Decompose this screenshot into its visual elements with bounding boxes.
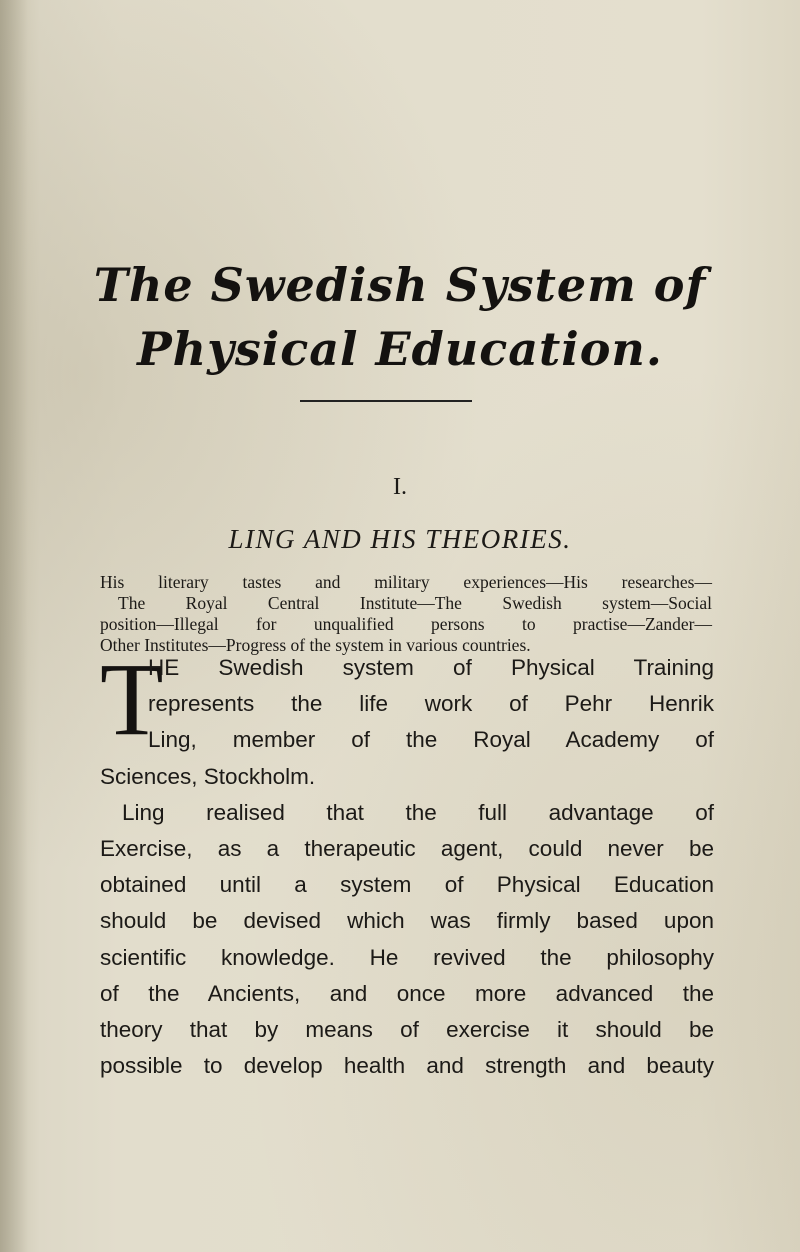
body-line: scientific knowledge. He revived the philosophy bbox=[100, 944, 714, 970]
summary-line: Other Institutes—Progress of the system in various countries. bbox=[100, 635, 531, 655]
body-line: represents the life work of Pehr Henrik bbox=[148, 691, 714, 717]
body-line: theory that by means of exercise it should be bbox=[100, 1017, 714, 1043]
body-line: Ling, member of the Royal Academy of bbox=[148, 727, 714, 753]
heading-line-2: Physical Education. bbox=[137, 322, 663, 376]
heading-divider bbox=[300, 400, 472, 402]
chapter-title: LING AND HIS THEORIES. bbox=[228, 524, 572, 554]
drop-cap: T bbox=[100, 642, 164, 757]
heading-line-1: The Swedish System of bbox=[93, 258, 707, 312]
chapter-summary bbox=[100, 572, 712, 656]
page-edge-shadow bbox=[0, 0, 28, 1252]
body-line: HE Swedish system of Physical Training bbox=[148, 655, 714, 680]
body-line: obtained until a system of Physical Education bbox=[100, 872, 714, 898]
body-line: Sciences, Stockholm. bbox=[100, 763, 316, 789]
summary-line: position—Illegal for unqualified persons to practise—Zander— bbox=[100, 614, 712, 634]
summary-line: The Royal Central Institute—The Swedish system—Social bbox=[118, 593, 712, 613]
chapter-numeral: I. bbox=[393, 474, 407, 500]
body-line: Exercise, as a therapeutic agent, could never be bbox=[100, 836, 714, 862]
body-line: possible to develop health and strength and beauty bbox=[100, 1053, 714, 1079]
body-line: should be devised which was firmly based upon bbox=[100, 908, 714, 934]
summary-line: His literary tastes and military experiences—His researches— bbox=[100, 572, 712, 592]
body-line: Ling realised that the full advantage of bbox=[122, 799, 714, 825]
body-line: of the Ancients, and once more advanced the bbox=[100, 980, 714, 1006]
